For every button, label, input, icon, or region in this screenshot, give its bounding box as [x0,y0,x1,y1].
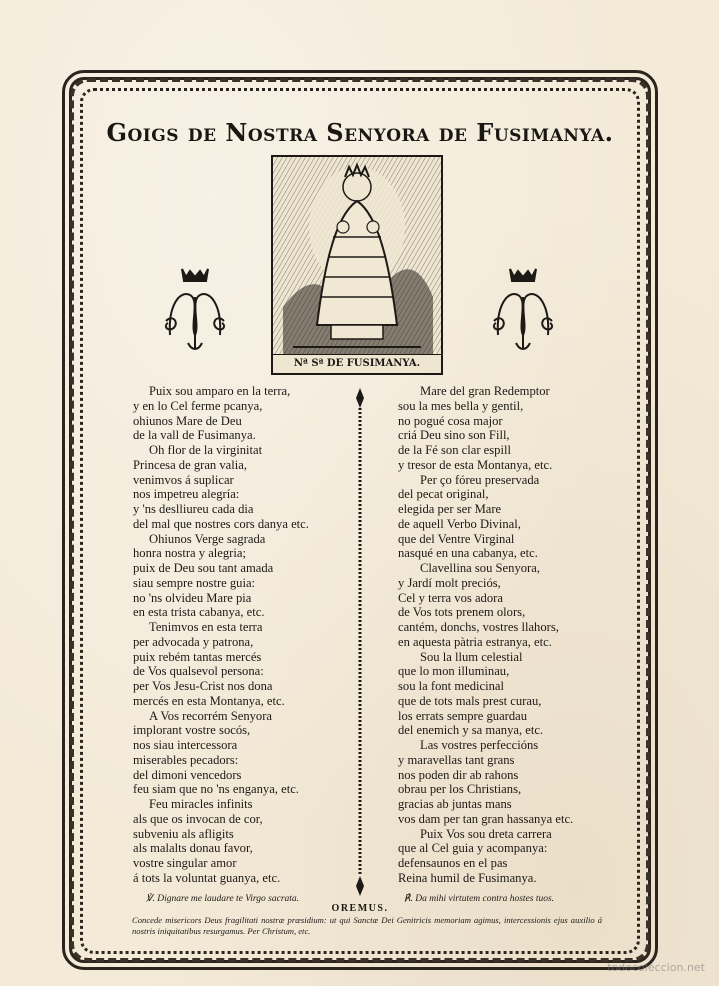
verse-line: Mare del gran Redemptor [420,384,550,398]
verse-line: Las vostres perfeccións [420,738,539,752]
verse-line: Princesa de gran valia, [133,457,247,472]
verse-line: en aquesta pàtria estranya, etc. [398,634,552,649]
verse-line: de Vos qualsevol persona: [133,664,264,679]
verse-line: nos impetreu alegría: [133,487,240,502]
verse-line: gracias ab juntas mans [398,797,512,811]
verse-line: vos dam per tan gran hassanya etc. [398,811,574,826]
versicle-left: ℣. Dignare me laudare te Virgo sacrata. [146,894,300,904]
verse-line: á tots la voluntat guanya, etc. [133,870,281,885]
verse-line: en esta trista cabanya, etc. [133,605,265,620]
verse-line: y en lo Cel ferme pcanya, [133,398,263,413]
oremus-heading: OREMUS. [331,903,389,914]
verse-line: Sou la llum celestial [420,649,523,664]
verse-line: als que os invocan de cor, [133,811,263,826]
verse-line: sou la font medicinal [398,679,504,693]
verse-line: no pogué cosa major [398,413,503,428]
watermark: todocoleccion.net [607,961,705,974]
verse-line: mercés en esta Montanya, etc. [133,693,285,708]
verse-column-right [398,384,613,886]
verse-line: honra nostra y alegria; [133,546,246,561]
verse-line: subveniu als afligits [133,826,234,841]
verse-line: y tresor de esta Montanya, etc. [398,457,553,472]
verse-line: vostre singular amor [133,856,237,870]
verse-line: que al Cel guia y acompanya: [398,841,548,856]
verse-line: que lo mon illuminau, [398,664,510,679]
verse-line: de aquell Verbo Divinal, [398,516,521,531]
virgin-woodcut-image [271,155,443,375]
verse-line: puix de Deu sou tant amada [133,561,274,575]
verse-line: als malalts donau favor, [133,841,253,856]
verse-line: de la Fé son clar espill [398,443,511,457]
verse-line: nos siau intercessora [133,738,238,752]
verse-line: del mal que nostres cors danya etc. [133,516,309,531]
verse-line: nos poden dir ab rahons [398,767,519,782]
verse-line: Puix sou amparo en la terra, [149,384,291,398]
verse-line: Feu miracles infinits [149,797,253,811]
marian-monogram-right-icon [488,265,558,355]
verse-line: implorant vostre socós, [133,723,251,738]
verse-line: que de tots mals prest curau, [398,693,542,708]
verse-line: de Vos tots prenem olors, [398,605,526,620]
verse-line: no 'ns olvideu Mare pia [133,590,252,605]
verse-line: que del Ventre Virginal [398,531,515,546]
verse-line: Ohiunos Verge sagrada [149,531,266,546]
picture-caption: Nª Sª DE FUSIMANYA. [273,354,441,373]
marian-monogram-left-icon [160,265,230,355]
verse-line: per Vos Jesu-Crist nos dona [133,679,273,693]
verse-line: feu siam que no 'ns enganya, etc. [133,782,299,797]
verse-line: del pecat original, [398,487,489,502]
verse-column-left [133,384,348,886]
verse-line: de la vall de Fusimanya. [133,428,256,443]
verse-line: nasqué en una cabanya, etc. [398,546,538,561]
verse-line: del enemich y sa manya, etc. [398,723,544,738]
virgin-and-child-icon [273,157,441,355]
verse-line: per advocada y patrona, [133,634,254,649]
page-title: Goigs de Nostra Senyora de Fusimanya. [106,118,614,147]
closing-prayer: Concede misericors Deus fragilitati nostræ præsidium: ut qui Sanctæ Dei Genitricis memoriam agimus, intercessionis ejus auxilio á nostris iniquitatibus resurgamus. Per Christum, etc. [132,915,602,936]
verse-line: y 'ns deslliureu cada dia [133,502,254,516]
verse-line: cantém, donchs, vostres llahors, [398,620,559,634]
verse-line: Cel y terra vos adora [398,590,503,605]
versicle-right: ℟. Da mihi virtutem contra hostes tuos. [404,894,555,904]
verse-line: y maravellas tant grans [398,752,515,767]
column-divider-ornament [352,388,368,896]
verse-line: ohiunos Mare de Deu [133,413,242,428]
verse-line: criá Deu sino son Fill, [398,428,510,443]
verse-line: sou la mes bella y gentil, [398,398,524,413]
verse-line: Tenimvos en esta terra [149,620,263,634]
verse-line: los errats sempre guardau [398,708,528,723]
verse-line: del dimoni vencedors [133,767,242,782]
verse-line: Reina humil de Fusimanya. [398,870,537,885]
verse-line: defensaunos en el pas [398,856,508,870]
verse-line: Per ço fóreu preservada [420,472,540,487]
verse-line: A Vos recorrém Senyora [149,708,272,723]
verse-line: Clavellina sou Senyora, [420,561,540,575]
verse-line: siau sempre nostre guia: [133,575,256,590]
verse-line: miserables pecadors: [133,752,239,767]
verse-line: puix rebém tantas mercés [133,649,262,664]
verse-line: Oh flor de la virginitat [149,443,263,457]
verse-line: Puix Vos sou dreta carrera [420,826,552,841]
verse-line: y Jardí molt preciós, [398,575,501,590]
verse-line: elegida per ser Mare [398,502,502,516]
verse-line: venimvos á suplicar [133,472,234,487]
verse-line: obrau per los Christians, [398,782,522,797]
